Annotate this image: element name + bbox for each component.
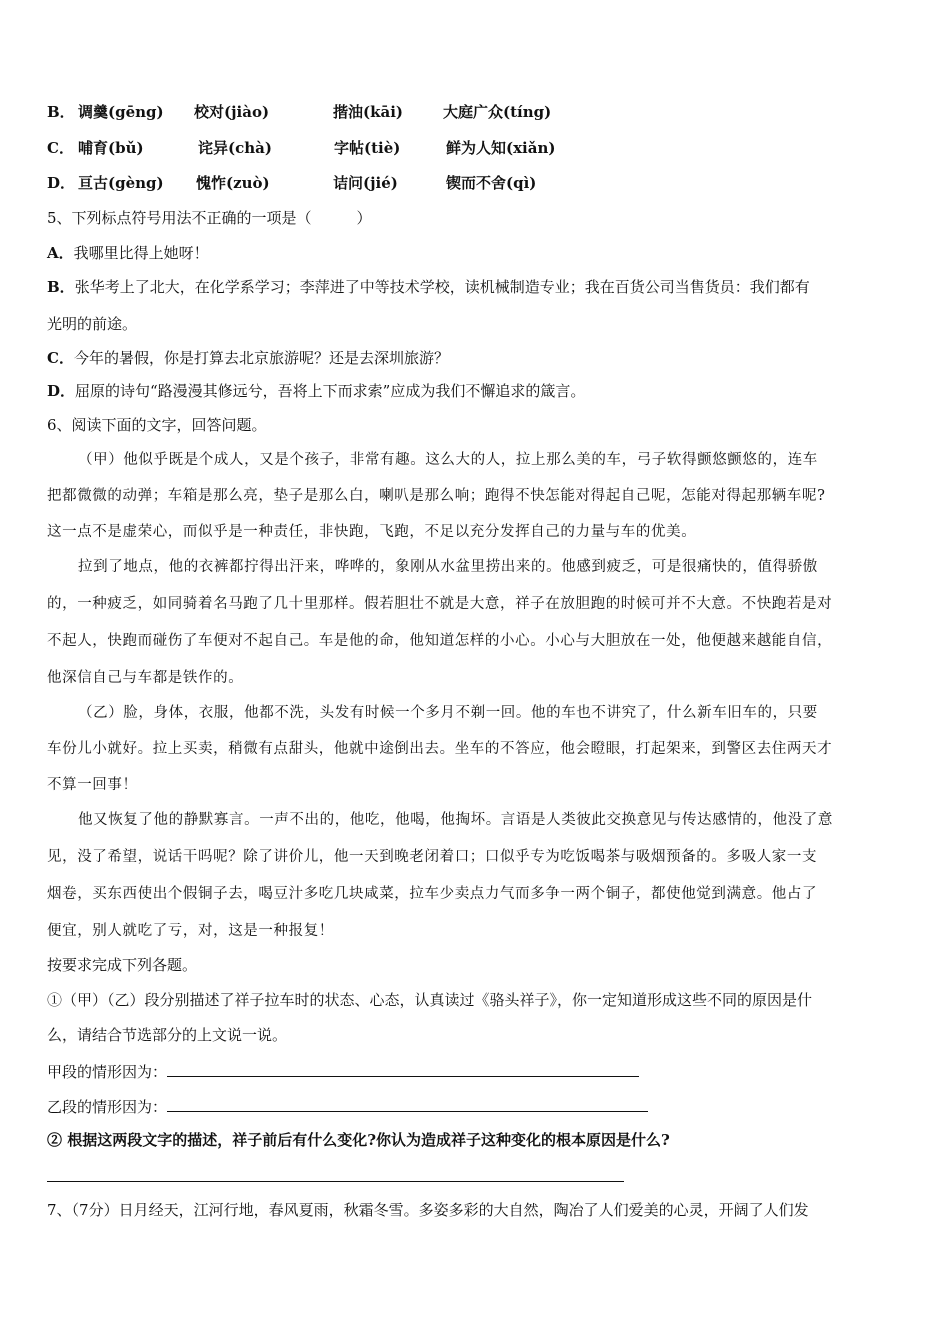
passage-line: （甲）他似乎既是个成人，又是个孩子，非常有趣。这么大的人，拉上那么美的车，弓子软得颤悠颤悠的，连车 bbox=[78, 452, 818, 468]
passage-line: 不起人，快跑而碰伤了车便对不起自己。车是他的命，他知道怎样的小心。小心与大胆放在一处，他便越来越能自信， bbox=[47, 633, 833, 649]
q4-b-item-1: 调羹(gēng) bbox=[78, 103, 164, 121]
q4-option-c bbox=[47, 138, 74, 158]
q5-option-d bbox=[47, 381, 585, 401]
passage-line: 他又恢复了他的静默寡言。一声不出的，他吃，他喝，他掏坏。言语是人类彼此交换意见与传达感情的，他没了意 bbox=[78, 812, 833, 828]
q4-option-b bbox=[47, 102, 75, 122]
passage-line: 这一点不是虚荣心，而似乎是一种责任，非快跑，飞跑，不足以充分发挥自己的力量与车的优美。 bbox=[47, 524, 697, 540]
option-letter: B． bbox=[47, 103, 75, 121]
passage-line: 拉到了地点，他的衣裤都拧得出汗来，哗哗的，象刚从水盆里捞出来的。他感到疲乏，可是很痛快的，值得骄傲 bbox=[78, 559, 818, 575]
passage-line: 便宜，别人就吃了亏，对，这是一种报复！ bbox=[47, 923, 334, 939]
q4-d-item-1: 亘古(gèng) bbox=[78, 174, 164, 192]
jia-label: 甲段的情形因为： bbox=[47, 1063, 168, 1081]
jia-answer-blank[interactable] bbox=[167, 1061, 639, 1077]
yi-answer-row bbox=[47, 1096, 648, 1117]
q5-stem: 5、下列标点符号用法不正确的一项是（ ） bbox=[47, 209, 372, 227]
q6-sub1-cont: 么，请结合节选部分的上文说一说。 bbox=[47, 1026, 288, 1044]
option-letter: A． bbox=[47, 244, 74, 262]
option-letter: D． bbox=[47, 382, 76, 400]
q4-c-item-4: 鲜为人知(xiǎn) bbox=[446, 139, 556, 157]
option-letter: C． bbox=[47, 349, 74, 367]
q4-c-item-3: 字帖(tiè) bbox=[334, 139, 401, 157]
q4-d-item-4: 锲而不舍(qì) bbox=[446, 174, 537, 192]
option-letter: B． bbox=[47, 278, 75, 296]
q5-option-b bbox=[47, 277, 810, 297]
q4-d-item-2: 愧怍(zuò) bbox=[196, 174, 270, 192]
q6-sub2: ② 根据这两段文字的描述，祥子前后有什么变化?你认为造成祥子这种变化的根本原因是什么? bbox=[47, 1131, 670, 1149]
passage-line: （乙）脸，身体，衣服，他都不洗，头发有时候一个多月不剃一回。他的车也不讲究了，什么新车旧车的，只要 bbox=[78, 705, 818, 721]
q5-option-c bbox=[47, 348, 449, 368]
q4-b-item-3: 揩油(kāi) bbox=[333, 103, 404, 121]
passage-line: 的，一种疲乏，如同骑着名马跑了几十里那样。假若胆壮不就是大意，祥子在放胆跑的时候可并不大意。不快跑若是对 bbox=[47, 596, 833, 612]
q4-c-item-1: 哺育(bǔ) bbox=[78, 139, 144, 157]
option-letter: C． bbox=[47, 139, 74, 157]
option-text: 今年的暑假，你是打算去北京旅游呢？还是去深圳旅游？ bbox=[73, 349, 449, 367]
q4-b-item-4: 大庭广众(tíng) bbox=[443, 103, 552, 121]
jia-answer-row bbox=[47, 1061, 639, 1082]
sub2-answer-line[interactable] bbox=[47, 1181, 624, 1182]
q7-stem: 7、（7分）日月经天，江河行地，春风夏雨，秋霜冬雪。多姿多彩的大自然，陶冶了人们爱美的心灵，开阔了人们发 bbox=[47, 1201, 809, 1219]
q4-option-d bbox=[47, 173, 75, 193]
q6-sub1: ①（甲）（乙）段分别描述了祥子拉车时的状态、心态，认真读过《骆头祥子》，你一定知道形成这些不同的原因是什 bbox=[47, 991, 813, 1009]
yi-label: 乙段的情形因为： bbox=[47, 1098, 168, 1116]
q5-option-b-cont: 光明的前途。 bbox=[47, 315, 138, 333]
q4-c-item-2: 诧异(chà) bbox=[198, 139, 272, 157]
option-text: 我哪里比得上她呀！ bbox=[73, 244, 209, 262]
q4-b-item-2: 校对(jiào) bbox=[194, 103, 270, 121]
passage-line: 烟卷，买东西使出个假铜子去，喝豆汁多吃几块咸菜，拉车少卖点力气而多争一两个铜子，都使他觉到满意。他占了 bbox=[47, 886, 818, 902]
option-text: 张华考上了北大，在化学系学习；李萍进了中等技术学校，读机械制造专业；我在百货公司当售货员：我们都有 bbox=[74, 278, 810, 296]
yi-answer-blank[interactable] bbox=[167, 1096, 648, 1112]
option-letter: D． bbox=[47, 174, 76, 192]
q6-instruction: 按要求完成下列各题。 bbox=[47, 956, 198, 974]
q6-stem: 6、阅读下面的文字，回答问题。 bbox=[47, 416, 267, 434]
passage-line: 把都微微的动弹；车箱是那么亮，垫子是那么白，喇叭是那么响；跑得不快怎能对得起自己呢，怎能对得起那辆车呢? bbox=[47, 488, 826, 504]
passage-line: 他深信自己与车都是铁作的。 bbox=[47, 670, 244, 686]
passage-line: 车份儿小就好。拉上买卖，稍微有点甜头，他就中途倒出去。坐车的不答应，他会瞪眼，打起架来，到警区去住两天才 bbox=[47, 741, 833, 757]
passage-line: 见，没了希望，说话干吗呢？除了讲价儿，他一天到晚老闭着口；口似乎专为吃饭喝茶与吸烟预备的。多吸人家一支 bbox=[47, 849, 818, 865]
q4-d-item-3: 诘问(jié) bbox=[333, 174, 398, 192]
q5-option-a bbox=[47, 243, 209, 263]
option-text: 屈原的诗句“路漫漫其修远兮，吾将上下而求索”应成为我们不懈追求的箴言。 bbox=[75, 382, 586, 400]
passage-line: 不算一回事！ bbox=[47, 777, 138, 793]
